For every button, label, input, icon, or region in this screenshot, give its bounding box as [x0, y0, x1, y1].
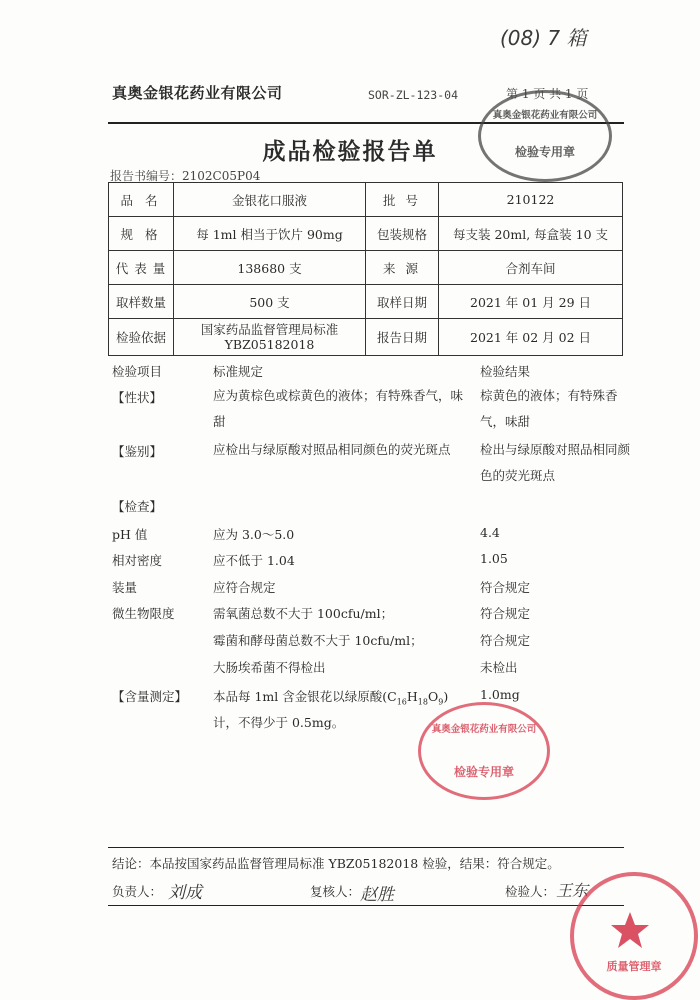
fill-label: 装量 [112, 580, 138, 595]
quantity-label: 代 表 量 [109, 251, 174, 285]
sample-date-value: 2021 年 01 月 29 日 [439, 285, 623, 319]
ph-standard: 应为 3.0～5.0 [213, 527, 295, 542]
sample-qty-value: 500 支 [174, 285, 366, 319]
reviewer-signature: 赵胜 [360, 885, 394, 905]
appearance-result: 棕黄色的液体；有特殊香气，味甜 [480, 388, 618, 429]
micro-standard-2: 霉菌和酵母菌总数不大于 10cfu/ml； [213, 633, 423, 648]
fill-result: 符合规定 [480, 580, 531, 595]
column-result: 检验结果 [480, 364, 531, 379]
spec-label: 规 格 [109, 217, 174, 251]
assay-standard-line-2: 计，不得少于 0.5mg。 [213, 715, 345, 730]
star-icon [610, 910, 650, 950]
micro-result-3: 未检出 [480, 660, 518, 675]
formula-o: O [427, 689, 439, 704]
batch-number: 210122 [439, 183, 623, 217]
inspection-label: 【检查】 [112, 499, 163, 514]
micro-standard-1: 需氧菌总数不大于 100cfu/ml； [213, 606, 394, 621]
responsible-signature: 刘成 [168, 883, 202, 903]
column-standard: 标准规定 [213, 364, 264, 379]
handwritten-note: (08) 7 箱 [500, 26, 587, 50]
formula-sub: 9 [438, 697, 444, 707]
responsible-label: 负责人： [112, 884, 163, 899]
package-value: 每支装 20ml, 每盒装 10 支 [439, 217, 623, 251]
source-label: 来 源 [366, 251, 439, 285]
formula-sub: 18 [417, 697, 428, 707]
quantity-value: 138680 支 [174, 251, 366, 285]
micro-result-2: 符合规定 [480, 633, 531, 648]
inspection-seal-top: 真奥金银花药业有限公司 检验专用章 [478, 90, 612, 182]
appearance-label: 【性状】 [112, 390, 163, 405]
report-date-value: 2021 年 02 月 02 日 [439, 319, 623, 356]
basis-label: 检验依据 [109, 319, 174, 356]
report-number: 报告书编号：2102C05P04 [110, 169, 261, 183]
micro-result-1: 符合规定 [480, 606, 531, 621]
page-title: 成品检验报告单 [262, 139, 438, 165]
identification-label: 【鉴别】 [112, 444, 163, 459]
basis-line-2: YBZ05182018 [224, 337, 315, 352]
report-date-label: 报告日期 [366, 319, 439, 356]
info-table [108, 182, 623, 356]
table-row [109, 217, 623, 251]
identification-standard: 应检出与绿原酸对照品相同颜色的荧光斑点 [213, 442, 451, 457]
inspector-label: 检验人： [505, 884, 556, 899]
sample-date-label: 取样日期 [366, 285, 439, 319]
ph-label: pH 值 [112, 527, 148, 542]
assay-result: 1.0mg [480, 687, 520, 702]
table-row [109, 251, 623, 285]
column-item: 检验项目 [112, 364, 163, 379]
formula-sub: 16 [396, 697, 407, 707]
conclusion: 结论：本品按国家药品监督管理局标准 YBZ05182018 检验，结果：符合规定。 [112, 856, 560, 871]
reviewer-label: 复核人： [310, 884, 361, 899]
basis-line-1: 国家药品监督管理局标准 [200, 322, 339, 337]
product-name: 金银花口服液 [174, 183, 366, 217]
batch-label: 批 号 [366, 183, 439, 217]
fill-standard: 应符合规定 [213, 580, 276, 595]
density-standard: 应不低于 1.04 [213, 553, 295, 568]
conclusion-rule [108, 847, 624, 848]
table-row [109, 285, 623, 319]
ph-result: 4.4 [480, 525, 500, 540]
document-code: SOR-ZL-123-04 [368, 88, 459, 102]
package-label: 包装规格 [366, 217, 439, 251]
table-row [109, 319, 623, 356]
page-info: 第 1 页 共 1 页 [506, 87, 589, 101]
assay-standard [213, 687, 448, 707]
product-name-label: 品 名 [109, 183, 174, 217]
table-row [109, 183, 623, 217]
density-label: 相对密度 [112, 553, 163, 568]
quality-seal-corner: 质量管理章 [570, 872, 698, 1000]
formula-h: H [406, 689, 418, 704]
inspection-seal-middle: 真奥金银花药业有限公司 检验专用章 [418, 702, 550, 800]
signature-rule [108, 905, 624, 906]
micro-label: 微生物限度 [112, 606, 175, 621]
company-name: 真奥金银花药业有限公司 [112, 84, 283, 102]
basis-value [174, 319, 366, 356]
assay-standard-text: 本品每 1ml 含金银花以绿原酸(C [213, 689, 397, 704]
micro-standard-3: 大肠埃希菌不得检出 [213, 660, 326, 675]
assay-standard-close: ) [443, 689, 449, 704]
inspector-signature: 王东 [556, 881, 589, 900]
source-value: 合剂车间 [439, 251, 623, 285]
assay-label: 【含量测定】 [112, 689, 188, 704]
sample-qty-label: 取样数量 [109, 285, 174, 319]
identification-result: 检出与绿原酸对照品相同颜色的荧光斑点 [480, 442, 631, 483]
appearance-standard: 应为黄棕色或棕黄色的液体；有特殊香气，味甜 [213, 388, 464, 429]
density-result: 1.05 [480, 551, 508, 566]
spec-value: 每 1ml 相当于饮片 90mg [174, 217, 366, 251]
